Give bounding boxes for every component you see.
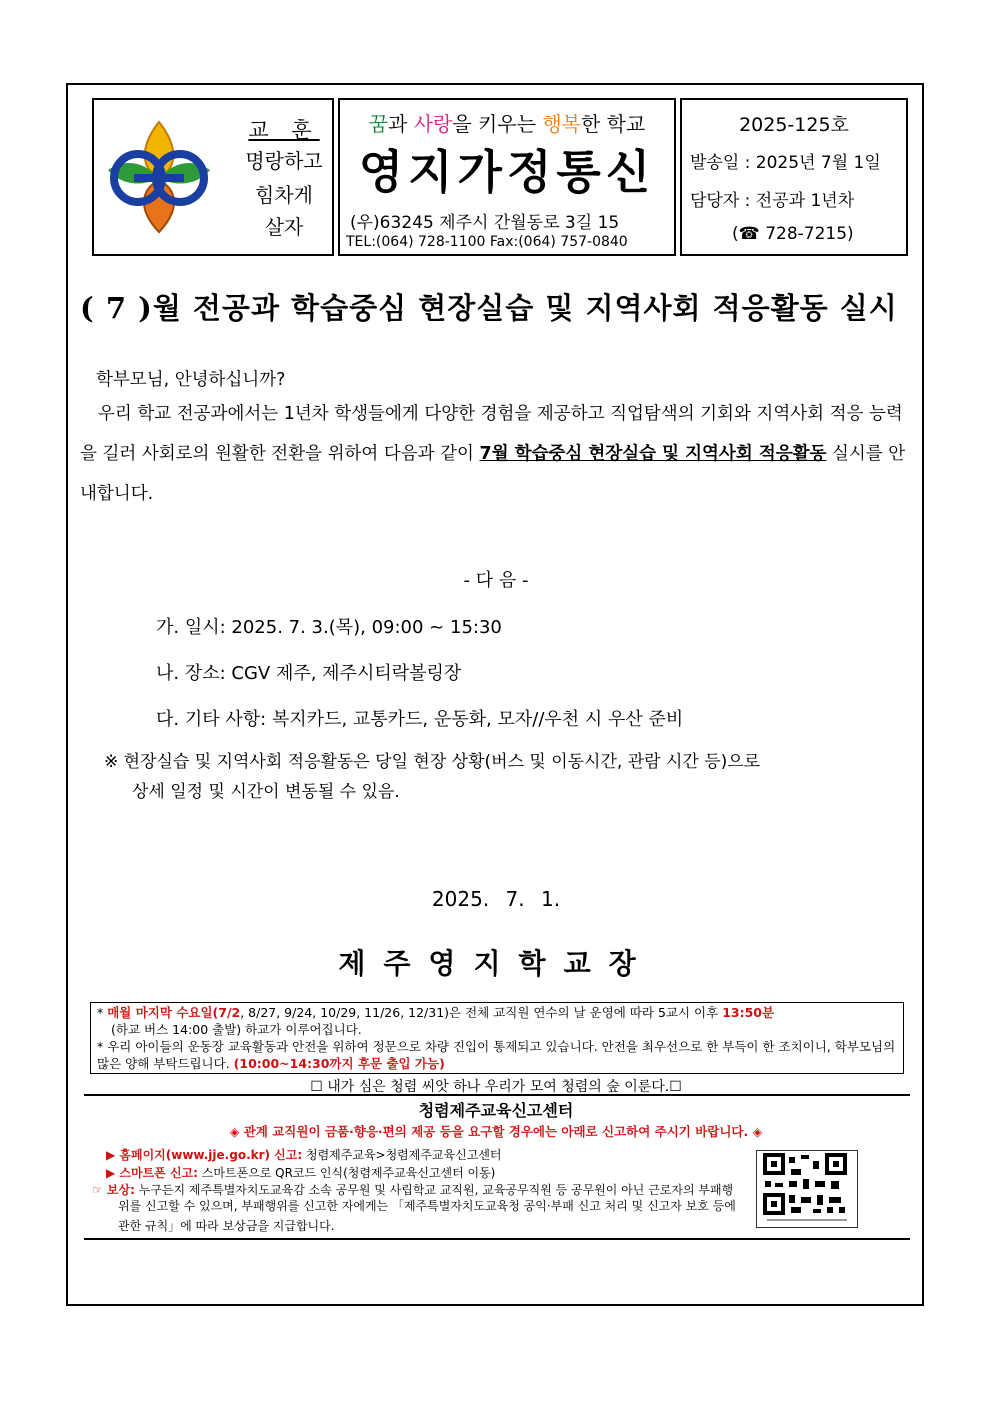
report-label: ▶ 홈페이지(www.jje.go.kr) 신고:: [106, 1148, 303, 1162]
issue-date: 발송일 : 2025년 7월 1일: [690, 153, 881, 173]
motto-heading: 교 훈: [248, 118, 320, 142]
slogan-word: 사랑: [413, 112, 453, 136]
divider: [84, 1238, 910, 1240]
report-text: 스마트폰으로 QR코드 인식(청렴제주교육신고센터 이동): [197, 1166, 496, 1180]
notice-bus: (하교 버스 14:00 출발) 하교가 이루어집니다.: [111, 1022, 362, 1037]
slogan-text: 을 키우는: [452, 112, 543, 136]
notice-highlight: 13:50분: [722, 1005, 775, 1020]
detail-item: 나. 장소: CGV 제주, 제주시티락볼링장: [156, 663, 462, 684]
report-reward: [92, 1181, 733, 1198]
report-text: 누구든지 제주특별자치도교육감 소속 공무원 및 사립학교 교직원, 교육공무직원 등 공무원이 아닌 근로자의 부패행: [134, 1183, 734, 1197]
notice-gate: [97, 1038, 897, 1072]
slogan-word: 꿈: [368, 112, 389, 136]
motto-line: 명랑하고: [245, 149, 323, 173]
intro-paragraph: [80, 394, 912, 514]
report-label: ▶ 스마트폰 신고:: [106, 1166, 198, 1180]
detail-item: 다. 기타 사항: 복지카드, 교통카드, 운동화, 모자//우천 시 우산 준비: [156, 709, 684, 730]
notice-wednesday: [97, 1004, 897, 1021]
greeting: 학부모님, 안녕하십니까?: [96, 370, 286, 390]
notice-box: [90, 1002, 904, 1074]
header-issue-box: [680, 98, 908, 256]
report-center-subtitle: ◈ 관계 교직원이 금품·향응·편의 제공 등을 요구할 경우에는 아래로 신고하여 주시기 바랍니다. ◈: [229, 1124, 763, 1139]
details-note: 상세 일정 및 시간이 변동될 수 있음.: [132, 782, 400, 802]
school-tel-fax: TEL:(064) 728-1100 Fax:(064) 757-0840: [346, 234, 628, 250]
details-note: ※ 현장실습 및 지역사회 적응활동은 당일 현장 상황(버스 및 이동시간, 관람 시간 등)으로: [104, 752, 761, 772]
report-center-title: 청렴제주교육신고센터: [418, 1101, 574, 1120]
slogan-text: 한 학교: [580, 112, 646, 136]
header-motto-box: [92, 98, 334, 256]
intro-text-end: 실시를 안내합니다.: [80, 444, 906, 504]
report-homepage: [106, 1146, 502, 1163]
issue-number: 2025-125호: [739, 114, 849, 136]
school-slogan: [340, 108, 674, 137]
report-label: ☞ 보상:: [92, 1183, 135, 1197]
qr-code-icon[interactable]: [756, 1150, 858, 1228]
intro-highlight: 7월 학습중심 현장실습 및 지역사회 적응활동: [479, 444, 827, 464]
school-logo-icon: [100, 118, 218, 236]
report-smartphone: [106, 1164, 495, 1181]
principal-signature: 제주영지학교장: [338, 947, 654, 980]
issue-contact: 담당자 : 전공과 1년차: [690, 191, 855, 211]
notice-text: *: [97, 1005, 108, 1020]
report-text: 청렴제주교육>청렴제주교육신고센터: [302, 1148, 502, 1162]
notice-highlight: (10:00~14:30까지 후문 출입 가능): [233, 1056, 445, 1071]
report-reward-cont: 위를 신고할 수 있으며, 부패행위를 신고한 자에게는 「제주특별자치도교육청 공익·부패 신고 처리 및 신고자 보호 등에: [118, 1199, 736, 1213]
motto-line: 살자: [264, 215, 304, 239]
document-date: 2025. 7. 1.: [431, 887, 561, 911]
qr-pattern-icon: [757, 1151, 857, 1227]
notice-text: , 8/27, 9/24, 10/29, 11/26, 12/31)은 전체 교직원 연수의 날 운영에 따라 5교시 이후: [240, 1005, 723, 1020]
contact-phone: (☎ 728-7215): [732, 224, 854, 244]
school-address: (우)63245 제주시 간월동로 3길 15: [350, 213, 620, 233]
intro-text: 우리 학교 전공과에서는 1년차 학생들에게 다양한 경험을 제공하고 직업탐색의 기회와 지역사회 적응 능력을 길러 사회로의 원활한 전환을 위하여 다음과 같이: [80, 404, 903, 464]
motto-line: 힘차게: [255, 183, 313, 207]
newsletter-title: 영지가정통신: [358, 145, 656, 199]
details-heading: - 다 음 -: [463, 570, 529, 591]
header-title-box: [338, 98, 676, 256]
page-headline: ( 7 )월 전공과 학습중심 현장실습 및 지역사회 적응활동 실시: [80, 291, 898, 325]
slogan-text: 과: [388, 112, 414, 136]
integrity-pledge: ☐ 내가 심은 청렴 씨앗 하나 우리가 모여 청렴의 숲 이룬다.☐: [310, 1079, 682, 1095]
detail-item: 가. 일시: 2025. 7. 3.(목), 09:00 ~ 15:30: [156, 617, 502, 638]
slogan-word: 행복: [542, 112, 581, 136]
notice-text: * 우리 아이들의 운동장 교육활동과 안전을 위하여 정문으로 차량 진입이 통제되고 있습니다. 안전을 최우선으로 한 부득이 한 조치이니, 학부모님의 많은 양해 부탁드립니다.: [97, 1039, 896, 1071]
divider: [84, 1094, 910, 1096]
notice-highlight: 매월 마지막 수요일(7/2: [107, 1005, 241, 1020]
report-reward-cont: 관한 규칙」에 따라 보상금을 지급합니다.: [118, 1219, 335, 1233]
